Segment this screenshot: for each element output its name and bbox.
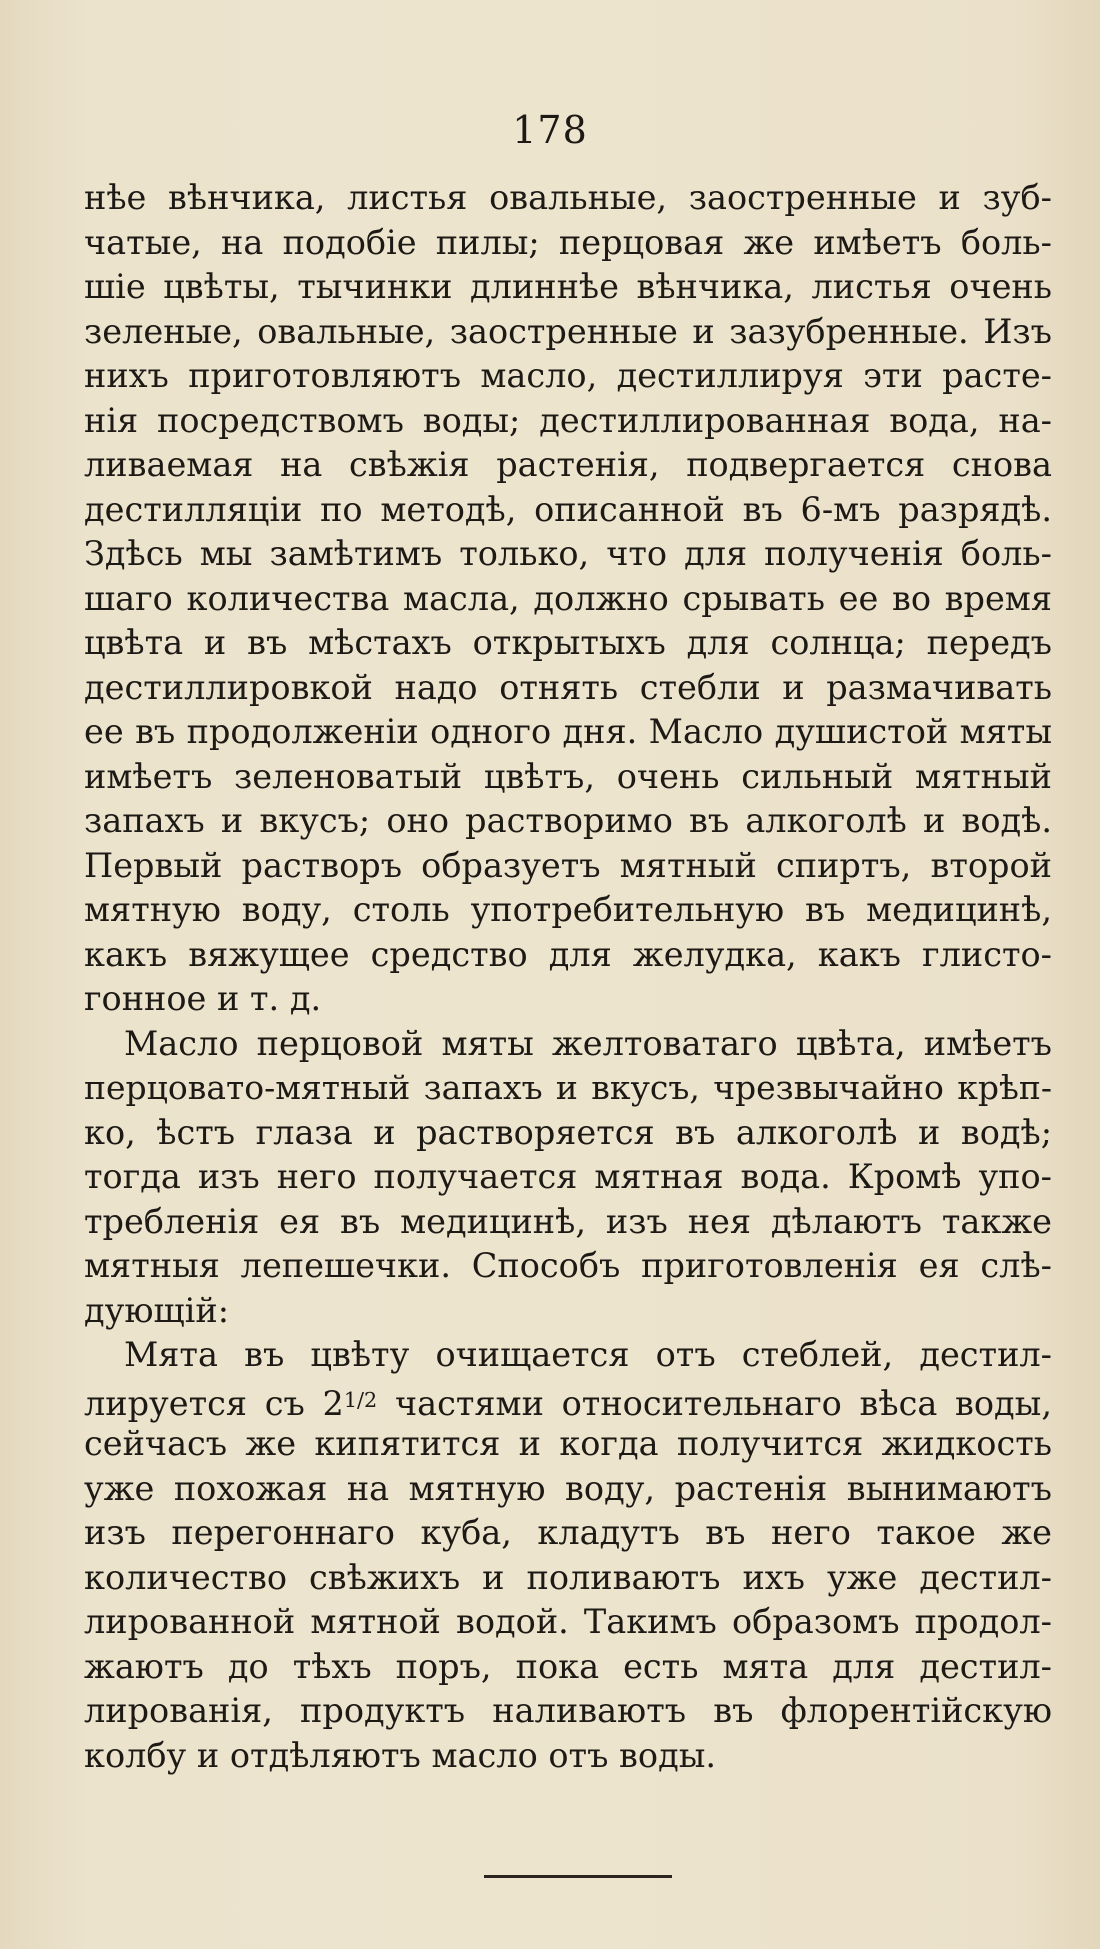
- text-line: чатые, на подобіе пилы; перцовая же имѣетъ боль-: [84, 222, 1052, 262]
- text-line: изъ перегоннаго куба, кладутъ въ него такое же: [84, 1513, 1052, 1552]
- text-line: шаго количества масла, должно срывать ее во время: [84, 578, 1052, 618]
- fraction: 1/2: [343, 1387, 378, 1412]
- text-line: цвѣта и въ мѣстахъ открытыхъ для солнца; передъ: [84, 623, 1052, 662]
- text-line: жаютъ до тѣхъ поръ, пока есть мята для дестил-: [84, 1646, 1052, 1686]
- text-line: нихъ приготовляютъ масло, дестиллируя эти расте-: [84, 356, 1052, 395]
- text-line: сейчасъ же кипятится и когда получится жидкость: [84, 1424, 1052, 1463]
- text-line: ко, ѣстъ глаза и растворяется въ алкоголѣ и водѣ;: [84, 1112, 1052, 1152]
- text-line: количество свѣжихъ и поливаютъ ихъ уже дестил-: [84, 1557, 1052, 1597]
- paragraph-start-line: Мята въ цвѣту очищается отъ стеблей, дестил-: [124, 1335, 1052, 1374]
- body-text: [84, 176, 1052, 1778]
- text-line: Первый растворъ образуетъ мятный спиртъ, второй: [84, 845, 1052, 885]
- text-line: Здѣсь мы замѣтимъ только, что для полученія боль-: [84, 534, 1052, 573]
- text-line: ливаемая на свѣжія растенія, подвергается снова: [84, 445, 1052, 484]
- text-line: уже похожая на мятную воду, растенія вынимаютъ: [84, 1468, 1052, 1508]
- text-line: лированія, продуктъ наливаютъ въ флорентійскую: [84, 1691, 1052, 1730]
- text-line: имѣетъ зеленоватый цвѣтъ, очень сильный мятный: [84, 756, 1052, 796]
- text-line: нѣе вѣнчика, листья овальные, заостренные и зуб-: [84, 178, 1052, 217]
- text-line: нія посредствомъ воды; дестиллированная вода, на-: [84, 400, 1052, 440]
- text-line: какъ вяжущее средство для желудка, какъ глисто-: [84, 934, 1052, 974]
- text-line: ее въ продолженіи одного дня. Масло душистой мяты: [84, 712, 1052, 751]
- paragraph-start-line: Масло перцовой мяты желтоватаго цвѣта, имѣетъ: [124, 1023, 1052, 1063]
- text-line: требленія ея въ медицинѣ, изъ нея дѣлаютъ также: [84, 1201, 1052, 1241]
- text-line: лированной мятной водой. Такимъ образомъ продол-: [84, 1602, 1052, 1641]
- text-line: дестиллировкой надо отнять стебли и размачивать: [84, 667, 1052, 707]
- text-line: шіе цвѣты, тычинки длиннѣе вѣнчика, листья очень: [84, 267, 1052, 306]
- text-line: запахъ и вкусъ; оно растворимо въ алкоголѣ и водѣ.: [84, 801, 1052, 840]
- paragraph-end-line: колбу и отдѣляютъ масло отъ воды.: [84, 1735, 717, 1775]
- line-part: частями относительнаго вѣса воды,: [377, 1383, 1052, 1423]
- page-number: 178: [512, 108, 588, 152]
- paragraph-end-line: гонное и т. д.: [84, 979, 322, 1018]
- paragraph-end-line: дующій:: [84, 1290, 229, 1330]
- text-line: мятныя лепешечки. Способъ приготовленія ея слѣ-: [84, 1246, 1052, 1285]
- text-line: перцовато-мятный запахъ и вкусъ, чрезвычайно крѣп-: [84, 1068, 1052, 1107]
- section-end-rule: [484, 1875, 672, 1878]
- line-part: лируется съ 2: [84, 1383, 344, 1423]
- text-line: зеленые, овальные, заостренные и зазубренные. Изъ: [84, 311, 1052, 351]
- text-line: тогда изъ него получается мятная вода. Кромѣ упо-: [84, 1157, 1052, 1196]
- text-line-with-fraction: [84, 1378, 1052, 1423]
- text-line: дестилляціи по методѣ, описанной въ 6-мъ разрядѣ.: [84, 489, 1052, 529]
- text-line: мятную воду, столь употребительную въ медицинѣ,: [84, 890, 1052, 929]
